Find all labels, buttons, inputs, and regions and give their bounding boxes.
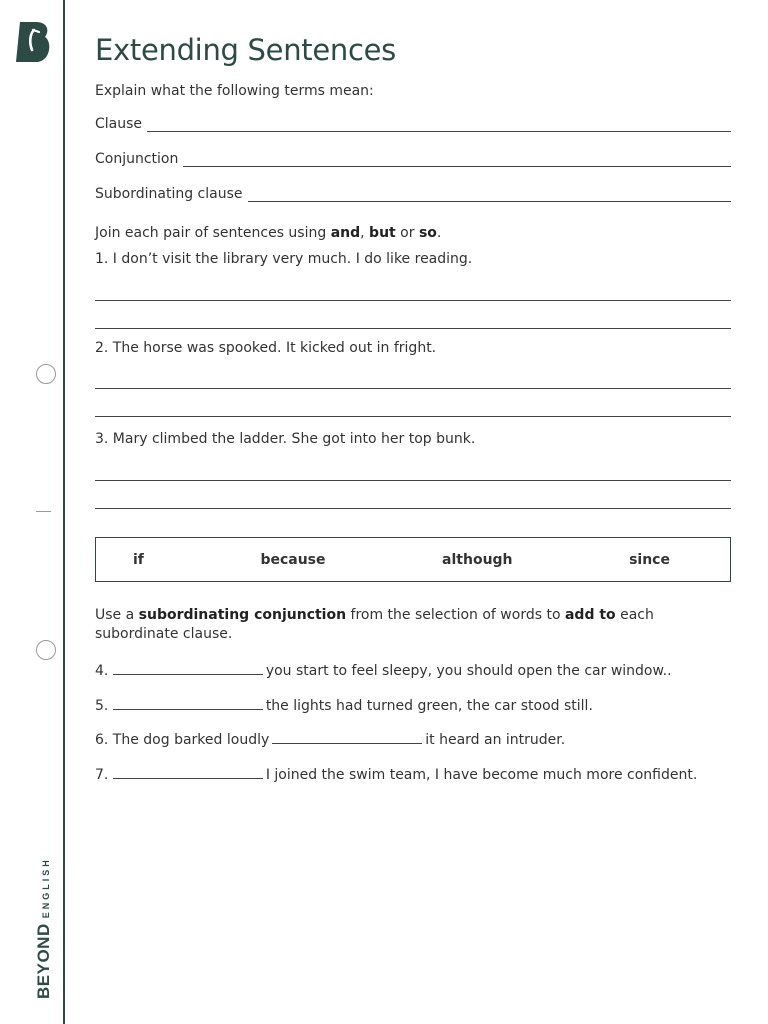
- binder-hole-top: [36, 364, 56, 384]
- word-option: since: [629, 551, 670, 568]
- instruction-text: Use a: [95, 607, 139, 623]
- answer-line[interactable]: [95, 508, 731, 509]
- instruction-text: from the selection of words to: [346, 607, 565, 623]
- question-3: 3. Mary climbed the ladder. She got into her top bunk.: [95, 431, 476, 447]
- conjunction-word-box: [95, 537, 731, 582]
- terms-instruction: Explain what the following terms mean:: [95, 83, 374, 99]
- keyword-so: so: [418, 225, 437, 241]
- answer-blank[interactable]: [113, 764, 263, 779]
- keyword-subordinating-conjunction: subordinating conjunction: [138, 607, 347, 623]
- question-7: [95, 764, 697, 785]
- term-row-subordinating-clause: [95, 186, 731, 202]
- brand-word-beyond: BEYOND: [34, 923, 53, 999]
- separator: ,: [360, 225, 370, 241]
- subordinating-instruction: [95, 606, 731, 644]
- answer-line[interactable]: [95, 328, 731, 329]
- term-label: Subordinating clause: [95, 186, 243, 202]
- term-row-conjunction: [95, 151, 731, 167]
- beyond-logo-icon: [14, 20, 52, 66]
- answer-blank[interactable]: [272, 729, 422, 744]
- question-number: 4.: [95, 663, 109, 679]
- question-1: 1. I don’t visit the library very much. I do like reading.: [95, 251, 473, 267]
- period: .: [436, 225, 442, 241]
- answer-blank[interactable]: [113, 660, 263, 675]
- binder-hole-bottom: [36, 640, 56, 660]
- margin-line: [63, 0, 65, 1024]
- question-2: 2. The horse was spooked. It kicked out in fright.: [95, 340, 437, 356]
- join-instruction-text: Join each pair of sentences using: [95, 225, 331, 241]
- word-option: if: [133, 551, 144, 568]
- term-label: Clause: [95, 116, 143, 132]
- instruction-text: each subordinate clause.: [95, 607, 654, 642]
- word-option: because: [260, 551, 326, 568]
- page-title: Extending Sentences: [95, 33, 396, 67]
- question-6: [95, 729, 565, 750]
- answer-blank[interactable]: [113, 695, 263, 710]
- keyword-but: but: [369, 225, 396, 241]
- keyword-and: and: [330, 225, 361, 241]
- question-text: you start to feel sleepy, you should open the car window..: [265, 663, 672, 679]
- question-number: 5.: [95, 698, 109, 714]
- term-row-clause: [95, 116, 731, 132]
- answer-line[interactable]: [95, 480, 731, 481]
- answer-line[interactable]: [95, 416, 731, 417]
- word-option: although: [442, 551, 513, 568]
- separator: or: [395, 225, 419, 241]
- join-instruction: [95, 224, 441, 243]
- question-text: the lights had turned green, the car stood still.: [265, 698, 593, 714]
- answer-line[interactable]: [95, 388, 731, 389]
- question-text: I joined the swim team, I have become much more confident.: [265, 767, 698, 783]
- question-4: [95, 660, 672, 681]
- term-answer-line[interactable]: [183, 152, 731, 167]
- term-answer-line[interactable]: [248, 187, 732, 202]
- term-answer-line[interactable]: [147, 117, 731, 132]
- keyword-add-to: add to: [564, 607, 616, 623]
- question-text: 6. The dog barked loudly: [95, 732, 270, 748]
- question-text: it heard an intruder.: [425, 732, 566, 748]
- brand-word-english: ENGLISH: [41, 857, 51, 919]
- term-label: Conjunction: [95, 151, 179, 167]
- fold-mark: [36, 511, 51, 512]
- question-number: 7.: [95, 767, 109, 783]
- answer-line[interactable]: [95, 300, 731, 301]
- question-5: [95, 695, 593, 716]
- brand-wordmark: [34, 857, 54, 999]
